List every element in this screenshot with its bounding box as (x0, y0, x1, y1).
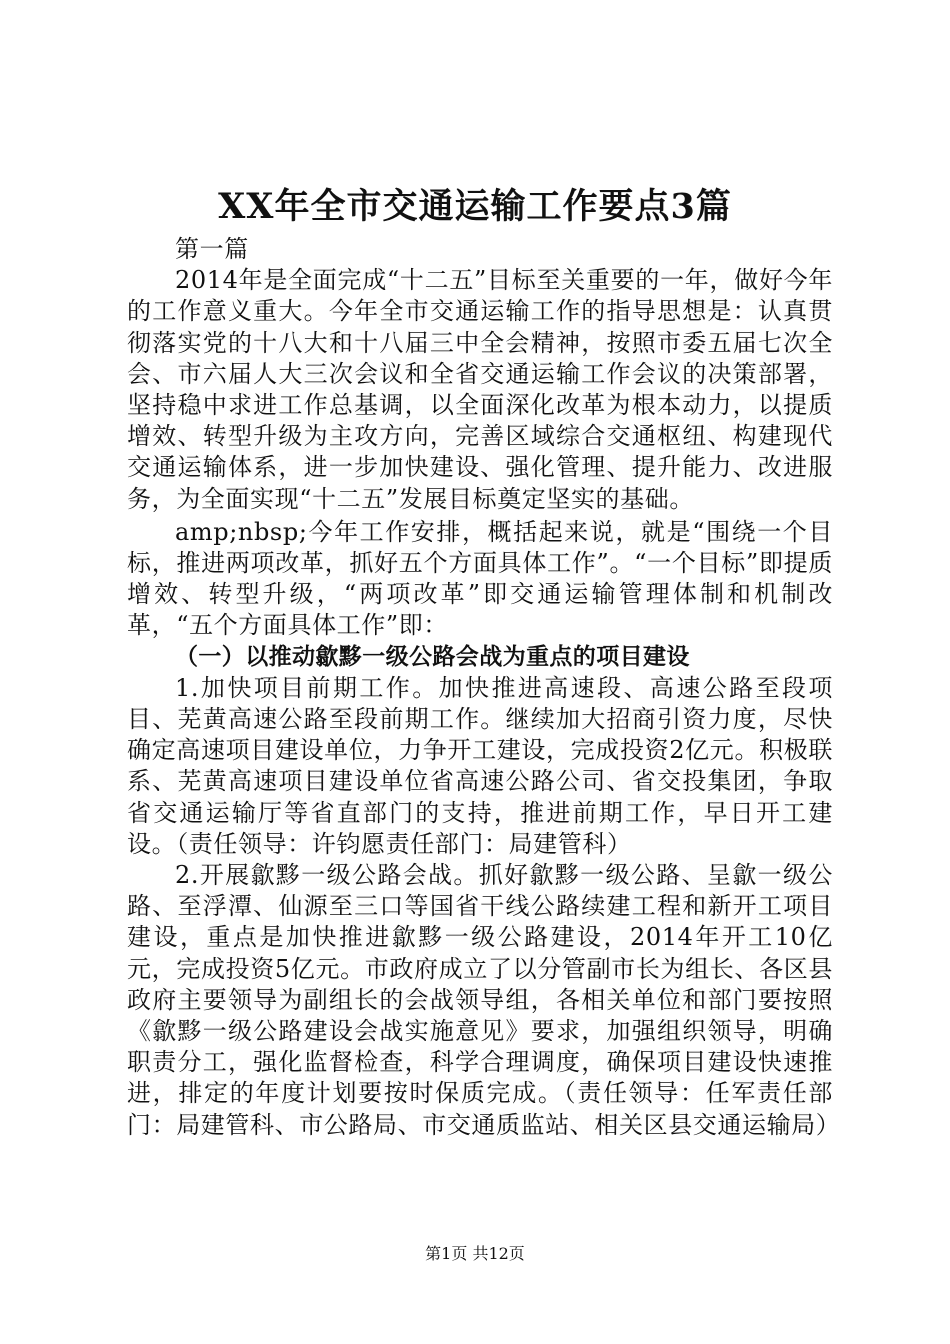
paragraph-guiding-thought: 2014年是全面完成“十二五”目标至关重要的一年，做好今年的工作意义重大。今年全市交通运输工作的指导思想是：认真贯彻落实党的十八大和十八届三中全会精神，按照市委五届七次全会、市六届人大三次会议和全省交通运输工作会议的决策部署，坚持稳中求进工作总基调，以全面深化改革为根本动力，以提质增效、转型升级为主攻方向，完善区域综合交通枢纽、构建现代交通运输体系，进一步加快建设、强化管理、提升能力、改进服务，为全面实现“十二五”发展目标奠定坚实的基础。 (127, 266, 833, 513)
paragraph-item-1: 1.加快项目前期工作。加快推进高速段、高速公路至段项目、芜黄高速公路至段前期工作。继续加大招商引资力度，尽快确定高速项目建设单位，力争开工建设，完成投资2亿元。积极联系、芜黄高速项目建设单位省高速公路公司、省交投集团，争取省交通运输厅等省直部门的支持，推进前期工作，早日开工建设。（责任领导：许钧愿责任部门：局建管科） (127, 673, 833, 858)
document-title: XX年全市交通运输工作要点3篇 (218, 186, 732, 227)
page-footer: 第1页 共12页 (425, 1244, 525, 1263)
section-label: 第一篇 (175, 235, 249, 263)
document-body (127, 234, 841, 1141)
section-heading-project-construction: （一）以推动歙黟一级公路会战为重点的项目建设 (175, 643, 690, 670)
paragraph-work-arrangement: amp;nbsp;今年工作安排，概括起来说，就是“围绕一个目标，推进两项改革，抓好五个方面具体工作”。“一个目标”即提质增效、转型升级，“两项改革”即交通运输管理体制和机制改革，“五个方面具体工作”即： (127, 517, 833, 640)
paragraph-item-2: 2.开展歙黟一级公路会战。抓好歙黟一级公路、呈歙一级公路、至浮潭、仙源至三口等国省干线公路续建工程和新开工项目建设，重点是加快推进歙黟一级公路建设，2014年开工10亿元，完成投资5亿元。市政府成立了以分管副市长为组长、各区县政府主要领导为副组长的会战领导组，各相关单位和部门要按照《歙黟一级公路建设会战实施意见》要求，加强组织领导，明确职责分工，强化监督检查，科学合理调度，确保项目建设快速推进，排定的年度计划要按时保质完成。（责任领导：任军责任部门：局建管科、市公路局、市交通质监站、相关区县交通运输局） (127, 861, 841, 1139)
